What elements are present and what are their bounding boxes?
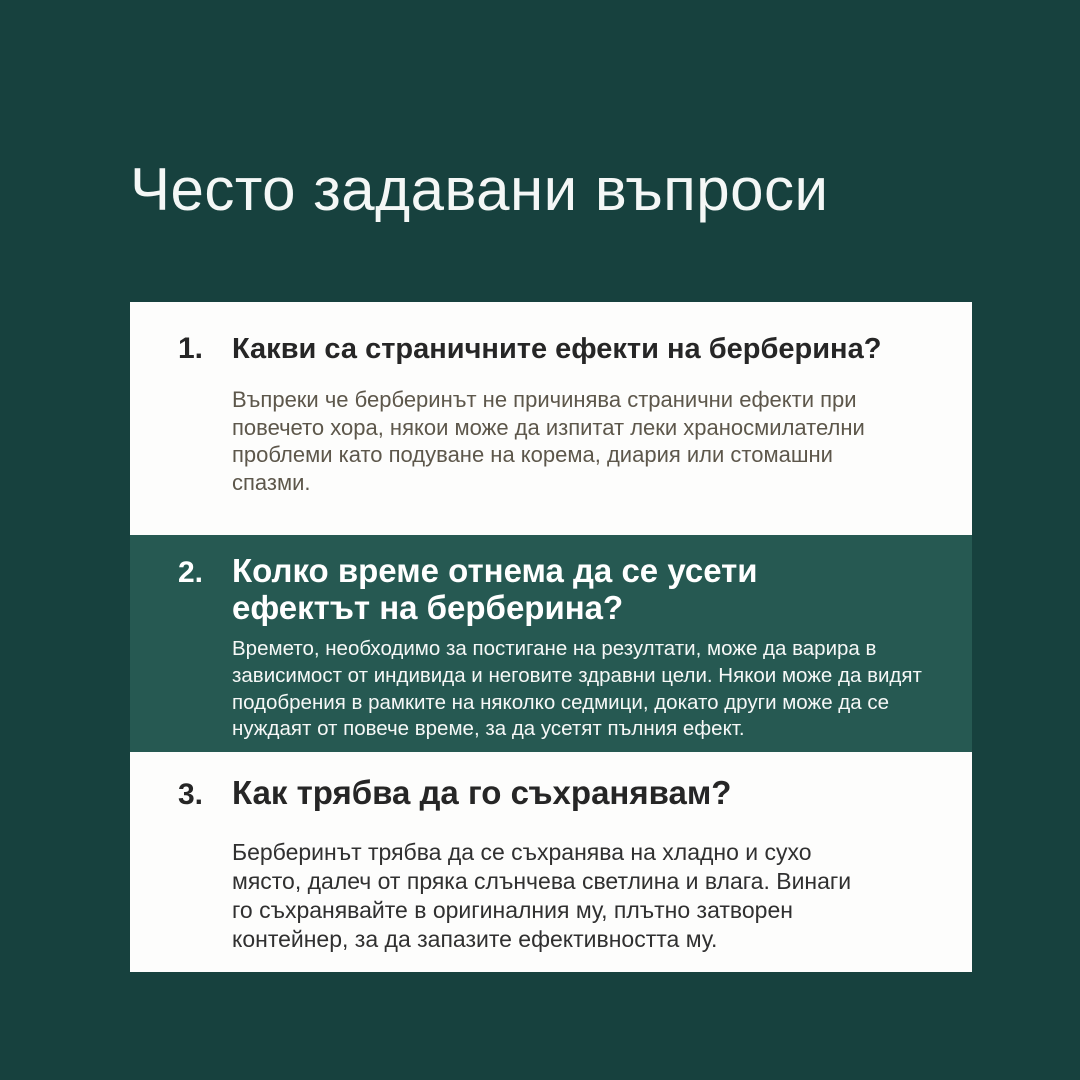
question-number: 2. xyxy=(178,556,204,589)
faq-item-3 xyxy=(130,752,972,972)
faq-list xyxy=(130,302,972,972)
question-text: Колко време отнема да се усети ефектът на берберина? xyxy=(232,552,758,626)
faq-question-row xyxy=(178,553,922,627)
answer-text: Времето, необходимо за постигане на резултати, може да варира в зависимост от индивида и неговите здравни цели. Някои може да видят подобрения в рамките на няколко седмици, докато други може да се нуждаят от повече време, за да усетят пълния ефект. xyxy=(232,636,922,741)
answer-text: Берберинът трябва да се съхранява на хладно и сухо място, далеч от пряка слънчева светлина и влага. Винаги го съхранявайте в оригиналния му, плътно затворен контейнер, за да запазите ефективността му. xyxy=(232,839,852,952)
question-number: 3. xyxy=(178,778,204,811)
question-number: 1. xyxy=(178,332,204,365)
faq-question-row xyxy=(178,332,922,366)
answer-text: Въпреки че берберинът не причинява странични ефекти при повечето хора, някои може да изпитат леки храносмилателни проблеми като подуване на корема, диария или стомашни спазми. xyxy=(232,387,865,495)
faq-item-2 xyxy=(130,535,972,752)
question-text: Как трябва да го съхранявам? xyxy=(232,774,732,811)
faq-question-row xyxy=(178,774,922,812)
faq-item-1 xyxy=(130,302,972,535)
question-text: Какви са страничните ефекти на берберина? xyxy=(232,333,882,365)
page-title: Често задавани въпроси xyxy=(130,156,829,223)
